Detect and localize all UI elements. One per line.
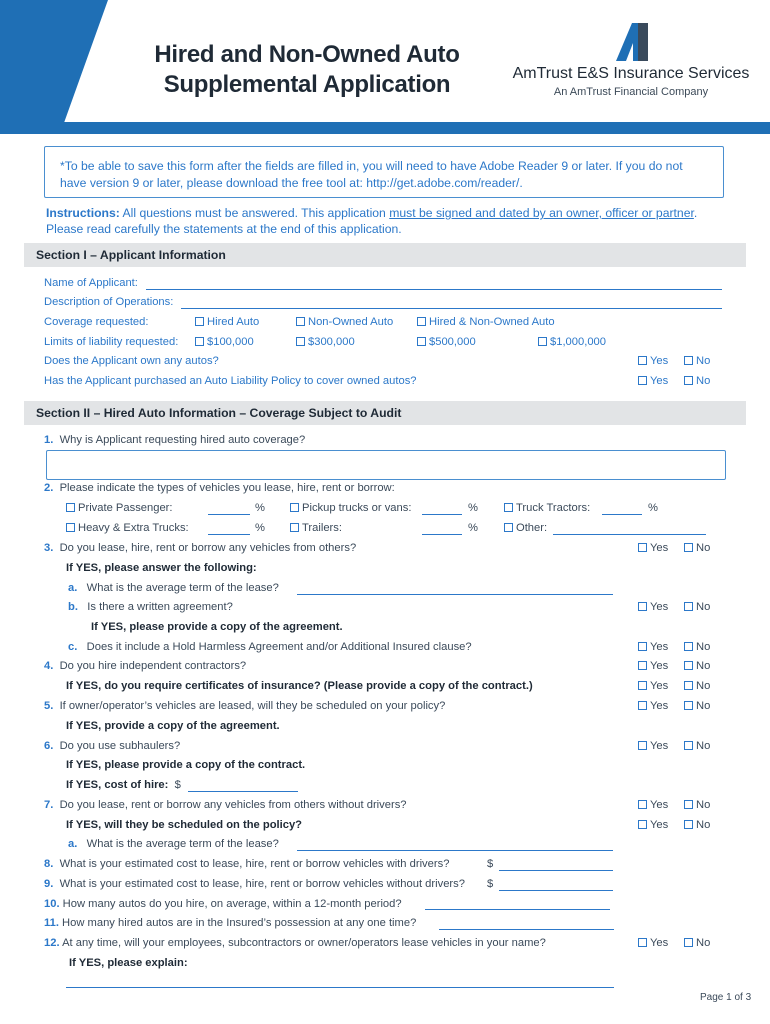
question-text: Do you lease, hire, rent or borrow any vehicles from others? xyxy=(59,542,357,554)
question-number: 4. xyxy=(44,660,54,672)
cost-without-drivers-field[interactable] xyxy=(499,890,613,891)
q4-no[interactable] xyxy=(684,660,710,672)
question-text: How many autos do you hire, on average, within a 12-month period? xyxy=(62,898,402,910)
question-11 xyxy=(44,917,416,929)
option-label: Heavy & Extra Trucks: xyxy=(78,522,189,534)
percent-sign: % xyxy=(255,502,265,514)
instructions-underlined: must be signed and dated by an owner, officer or partner xyxy=(389,206,694,220)
trailers-option[interactable] xyxy=(290,522,342,534)
question-3c xyxy=(68,641,472,653)
cost-label: If YES, cost of hire: xyxy=(66,779,169,791)
checkbox[interactable] xyxy=(195,317,204,326)
question-text: What is the average term of the lease? xyxy=(86,838,279,850)
q3-if-yes: If YES, please answer the following: xyxy=(66,562,257,574)
question-number: 2. xyxy=(44,482,54,494)
other-vehicle-field[interactable] xyxy=(553,534,706,535)
q7-yes[interactable] xyxy=(638,799,668,811)
hired-autos-in-possession-field[interactable] xyxy=(439,929,614,930)
question-text: What is your estimated cost to lease, hire, rent or borrow vehicles with drivers? xyxy=(59,858,450,870)
checkbox[interactable] xyxy=(638,701,647,710)
own-autos-yes[interactable] xyxy=(638,355,668,367)
checkbox[interactable] xyxy=(417,317,426,326)
option-label: $500,000 xyxy=(429,336,476,348)
option-label: Pickup trucks or vans: xyxy=(302,502,412,514)
yes-label: Yes xyxy=(650,660,669,672)
q7-scheduled-no[interactable] xyxy=(684,819,710,831)
question-8 xyxy=(44,858,449,870)
yes-label: Yes xyxy=(650,937,669,949)
amtrust-logo-icon xyxy=(614,23,648,61)
question-number: 12. xyxy=(44,937,60,949)
checkbox[interactable] xyxy=(684,938,693,947)
q3b-if-yes: If YES, please provide a copy of the agreement. xyxy=(91,621,343,633)
own-autos-question: Does the Applicant own any autos? xyxy=(44,355,219,367)
autos-hired-per-year-field[interactable] xyxy=(425,909,610,910)
option-label: Hired & Non-Owned Auto xyxy=(429,316,555,328)
option-label: Other: xyxy=(516,522,548,534)
option-label: $300,000 xyxy=(308,336,355,348)
q7-scheduled-yes[interactable] xyxy=(638,819,668,831)
cost-of-hire-field[interactable] xyxy=(188,791,298,792)
own-autos-no[interactable] xyxy=(684,355,710,367)
limit-500000-option[interactable] xyxy=(417,336,476,348)
question-3b xyxy=(68,601,233,613)
limit-100000-option[interactable] xyxy=(195,336,254,348)
yes-label: Yes xyxy=(650,641,669,653)
checkbox[interactable] xyxy=(638,543,647,552)
no-label: No xyxy=(696,641,711,653)
percent-sign: % xyxy=(468,522,478,534)
question-4 xyxy=(44,660,246,672)
checkbox[interactable] xyxy=(684,642,693,651)
no-label: No xyxy=(696,375,711,387)
checkbox[interactable] xyxy=(538,337,547,346)
checkbox[interactable] xyxy=(504,503,513,512)
question-3 xyxy=(44,542,356,554)
checkbox[interactable] xyxy=(684,543,693,552)
question-letter: a. xyxy=(68,582,78,594)
q7-if-yes: If YES, will they be scheduled on the policy? xyxy=(66,819,303,831)
question-number: 6. xyxy=(44,740,54,752)
checkbox[interactable] xyxy=(638,642,647,651)
question-letter: a. xyxy=(68,838,78,850)
q12-explain-field[interactable] xyxy=(66,987,614,988)
instructions-post: . Please read carefully the statements at the end of this application. xyxy=(46,206,698,236)
private-passenger-pct-field[interactable] xyxy=(208,514,250,515)
checkbox[interactable] xyxy=(195,337,204,346)
dollar-sign: $ xyxy=(174,779,181,791)
q5-no[interactable] xyxy=(684,700,710,712)
question-text: What is your estimated cost to lease, hire, rent or borrow vehicles without drivers? xyxy=(59,878,465,890)
company-name: AmTrust E&S Insurance Services xyxy=(512,65,750,82)
question-text: Does it include a Hold Harmless Agreement and/or Additional Insured clause? xyxy=(86,641,472,653)
q4-if-yes: If YES, do you require certificates of insurance? (Please provide a copy of the contract.) xyxy=(66,680,533,692)
coverage-non-owned-auto-option[interactable] xyxy=(296,316,393,328)
question-5 xyxy=(44,700,445,712)
percent-sign: % xyxy=(255,522,265,534)
percent-sign: % xyxy=(648,502,658,514)
q12-yes[interactable] xyxy=(638,937,668,949)
question-number: 8. xyxy=(44,858,54,870)
no-label: No xyxy=(696,819,711,831)
checkbox[interactable] xyxy=(296,337,305,346)
checkbox[interactable] xyxy=(66,523,75,532)
question-number: 10. xyxy=(44,898,60,910)
checkbox[interactable] xyxy=(684,602,693,611)
q7a-lease-term-field[interactable] xyxy=(297,850,613,851)
question-text: Why is Applicant requesting hired auto coverage? xyxy=(59,434,306,446)
question-text: If owner/operator’s vehicles are leased, will they be scheduled on your policy? xyxy=(59,700,446,712)
q6-yes[interactable] xyxy=(638,740,668,752)
yes-label: Yes xyxy=(650,375,669,387)
checkbox[interactable] xyxy=(638,681,647,690)
question-text: Do you use subhaulers? xyxy=(59,740,181,752)
question-number: 9. xyxy=(44,878,54,890)
q12-no[interactable] xyxy=(684,937,710,949)
checkbox[interactable] xyxy=(684,820,693,829)
no-label: No xyxy=(696,740,711,752)
q3c-no[interactable] xyxy=(684,641,710,653)
dollar-sign: $ xyxy=(487,858,494,870)
section-1-heading: Section I – Applicant Information xyxy=(24,243,746,267)
question-9 xyxy=(44,878,465,890)
q3b-yes[interactable] xyxy=(638,601,668,613)
q5-if-yes: If YES, provide a copy of the agreement. xyxy=(66,720,280,732)
checkbox[interactable] xyxy=(290,503,299,512)
no-label: No xyxy=(696,937,711,949)
section-2-heading: Section II – Hired Auto Information – Coverage Subject to Audit xyxy=(24,401,746,425)
no-label: No xyxy=(696,601,711,613)
checkbox[interactable] xyxy=(638,602,647,611)
no-label: No xyxy=(696,542,711,554)
percent-sign: % xyxy=(468,502,478,514)
q3a-lease-term-field[interactable] xyxy=(297,594,613,595)
q7-no[interactable] xyxy=(684,799,710,811)
yes-label: Yes xyxy=(650,700,669,712)
option-label: Truck Tractors: xyxy=(516,502,591,514)
checkbox[interactable] xyxy=(296,317,305,326)
option-label: Non-Owned Auto xyxy=(308,316,394,328)
heavy-trucks-option[interactable] xyxy=(66,522,189,534)
question-6 xyxy=(44,740,180,752)
description-of-operations-label: Description of Operations: xyxy=(44,296,174,308)
truck-tractors-pct-field[interactable] xyxy=(602,514,642,515)
checkbox[interactable] xyxy=(684,356,693,365)
page-title xyxy=(132,40,482,100)
q6-if-yes: If YES, please provide a copy of the contract. xyxy=(66,759,306,771)
yes-label: Yes xyxy=(650,819,669,831)
question-text: How many hired autos are in the Insured’s possession at any one time? xyxy=(62,917,417,929)
no-label: No xyxy=(696,799,711,811)
page-number: Page 1 of 3 xyxy=(700,992,752,1003)
limits-of-liability-label: Limits of liability requested: xyxy=(44,336,179,348)
question-number: 1. xyxy=(44,434,54,446)
title-line-1: Hired and Non-Owned Auto xyxy=(154,41,460,68)
q4-certificates-yes[interactable] xyxy=(638,680,668,692)
question-7a xyxy=(68,838,279,850)
checkbox[interactable] xyxy=(684,661,693,670)
q12-if-yes: If YES, please explain: xyxy=(69,957,188,969)
heavy-trucks-pct-field[interactable] xyxy=(208,534,250,535)
q3-yes[interactable] xyxy=(638,542,668,554)
liability-policy-question: Has the Applicant purchased an Auto Liability Policy to cover owned autos? xyxy=(44,375,417,387)
question-letter: b. xyxy=(68,601,78,613)
header-band xyxy=(0,122,770,134)
private-passenger-option[interactable] xyxy=(66,502,173,514)
checkbox[interactable] xyxy=(684,681,693,690)
option-label: Private Passenger: xyxy=(78,502,173,514)
coverage-hired-and-non-owned-option[interactable] xyxy=(417,316,555,328)
yes-label: Yes xyxy=(650,799,669,811)
checkbox[interactable] xyxy=(638,800,647,809)
question-text: At any time, will your employees, subcontractors or owner/operators lease vehicles in your name? xyxy=(62,937,546,949)
option-label: Hired Auto xyxy=(207,316,260,328)
checkbox[interactable] xyxy=(504,523,513,532)
checkbox[interactable] xyxy=(684,376,693,385)
instructions-pre: All questions must be answered. This application xyxy=(119,206,390,220)
question-10 xyxy=(44,898,402,910)
question-text: Please indicate the types of vehicles you lease, hire, rent or borrow: xyxy=(59,482,395,494)
liability-policy-yes[interactable] xyxy=(638,375,668,387)
q4-certificates-no[interactable] xyxy=(684,680,710,692)
no-label: No xyxy=(696,680,711,692)
q3-no[interactable] xyxy=(684,542,710,554)
liability-policy-no[interactable] xyxy=(684,375,710,387)
no-label: No xyxy=(696,355,711,367)
checkbox[interactable] xyxy=(684,741,693,750)
description-of-operations-field[interactable] xyxy=(181,308,722,309)
question-letter: c. xyxy=(68,641,78,653)
other-vehicle-option[interactable] xyxy=(504,522,547,534)
limit-1000000-option[interactable] xyxy=(538,336,606,348)
checkbox[interactable] xyxy=(638,661,647,670)
question-text: Do you hire independent contractors? xyxy=(59,660,247,672)
q6-cost-of-hire xyxy=(66,779,181,791)
instructions xyxy=(46,205,736,237)
question-number: 11. xyxy=(44,917,59,929)
trailers-pct-field[interactable] xyxy=(422,534,462,535)
option-label: $100,000 xyxy=(207,336,254,348)
yes-label: Yes xyxy=(650,542,669,554)
question-text: Is there a written agreement? xyxy=(87,601,233,613)
question-2 xyxy=(44,482,395,494)
pickup-trucks-pct-field[interactable] xyxy=(422,514,462,515)
question-12 xyxy=(44,937,546,949)
question-1 xyxy=(44,434,305,446)
adobe-notice: *To be able to save this form after the fields are filled in, you will need to have Adobe Reader 9 or later. If you do not have version 9 or later, please download the free tool at: http://get.adobe.com/reader/. xyxy=(44,146,724,198)
option-label: $1,000,000 xyxy=(550,336,606,348)
question-number: 7. xyxy=(44,799,54,811)
no-label: No xyxy=(696,700,711,712)
q4-yes[interactable] xyxy=(638,660,668,672)
question-number: 5. xyxy=(44,700,54,712)
checkbox[interactable] xyxy=(66,503,75,512)
company-subtitle: An AmTrust Financial Company xyxy=(553,86,709,98)
name-of-applicant-field[interactable] xyxy=(146,289,722,290)
question-7 xyxy=(44,799,407,811)
question-text: What is the average term of the lease? xyxy=(86,582,279,594)
question-3a xyxy=(68,582,279,594)
yes-label: Yes xyxy=(650,680,669,692)
no-label: No xyxy=(696,660,711,672)
checkbox[interactable] xyxy=(417,337,426,346)
question-number: 3. xyxy=(44,542,54,554)
checkbox[interactable] xyxy=(638,376,647,385)
q5-yes[interactable] xyxy=(638,700,668,712)
q3b-no[interactable] xyxy=(684,601,710,613)
checkbox[interactable] xyxy=(638,820,647,829)
instructions-label: Instructions: xyxy=(46,206,120,220)
yes-label: Yes xyxy=(650,355,669,367)
truck-tractors-option[interactable] xyxy=(504,502,590,514)
limit-300000-option[interactable] xyxy=(296,336,355,348)
yes-label: Yes xyxy=(650,601,669,613)
pickup-trucks-option[interactable] xyxy=(290,502,411,514)
q3c-yes[interactable] xyxy=(638,641,668,653)
checkbox[interactable] xyxy=(638,938,647,947)
hired-coverage-reason-input[interactable] xyxy=(46,450,726,480)
dollar-sign: $ xyxy=(487,878,494,890)
q6-no[interactable] xyxy=(684,740,710,752)
checkbox[interactable] xyxy=(638,356,647,365)
yes-label: Yes xyxy=(650,740,669,752)
checkbox[interactable] xyxy=(684,701,693,710)
checkbox[interactable] xyxy=(638,741,647,750)
header-corner-shape xyxy=(0,0,120,134)
checkbox[interactable] xyxy=(684,800,693,809)
coverage-requested-label: Coverage requested: xyxy=(44,316,149,328)
name-of-applicant-label: Name of Applicant: xyxy=(44,277,138,289)
option-label: Trailers: xyxy=(302,522,342,534)
question-text: Do you lease, rent or borrow any vehicles from others without drivers? xyxy=(59,799,407,811)
title-line-2: Supplemental Application xyxy=(163,71,451,98)
coverage-hired-auto-option[interactable] xyxy=(195,316,259,328)
cost-with-drivers-field[interactable] xyxy=(499,870,613,871)
checkbox[interactable] xyxy=(290,523,299,532)
